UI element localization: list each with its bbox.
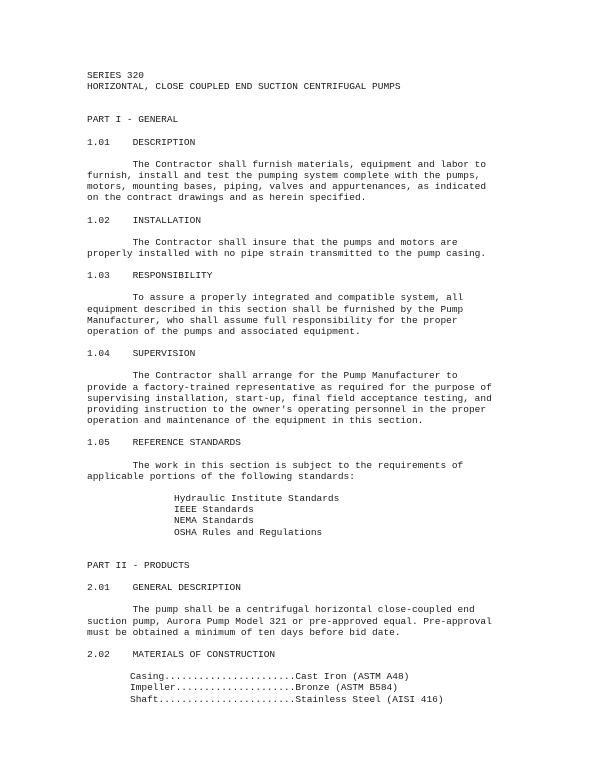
section-2-01-body (87, 604, 517, 638)
text-line: motors, mounting bases, piping, valves and appurtenances, as indicated (87, 181, 487, 193)
series-label: SERIES 320 (87, 70, 145, 81)
text-line: furnish, install and test the pumping system complete with the pumps, (87, 170, 481, 182)
section-1-03-heading: 1.03 RESPONSIBILITY (87, 270, 213, 282)
text-line: The Contractor shall arrange for the Pump Manufacturer to (87, 370, 458, 382)
text-line: The work in this section is subject to the requirements of (87, 459, 464, 471)
standard-item: NEMA Standards (174, 515, 254, 527)
part-2-heading: PART II - PRODUCTS (87, 559, 190, 571)
text-line: supervising installation, start-up, final field acceptance testing, and (87, 392, 492, 404)
section-1-05-heading: 1.05 REFERENCE STANDARDS (87, 437, 241, 449)
text-line: on the contract drawings and as herein specified. (87, 192, 367, 204)
text-line: equipment described in this section shall be furnished by the Pump (87, 303, 464, 315)
material-item: Casing.......................Cast Iron (ASTM A48) (130, 671, 410, 683)
text-line: The pump shall be a centrifugal horizontal close-coupled end (87, 604, 475, 616)
part-1-heading: PART I - GENERAL (87, 114, 179, 126)
text-line: operation of the pumps and associated equipment. (87, 326, 361, 338)
text-line: suction pump, Aurora Pump Model 321 or pre-approved equal. Pre-approval (87, 615, 492, 627)
text-line: properly installed with no pipe strain transmitted to the pump casing. (87, 248, 487, 260)
text-line: provide a factory-trained representative as required for the purpose of (87, 381, 492, 393)
section-1-01-body (87, 159, 517, 204)
section-1-05-body (87, 460, 517, 482)
standard-item: OSHA Rules and Regulations (174, 526, 323, 538)
text-line: The Contractor shall furnish materials, equipment and labor to (87, 158, 487, 170)
text-line: To assure a properly integrated and compatible system, all (87, 292, 464, 304)
text-line: Manufacturer, who shall assume full responsibility for the proper (87, 314, 458, 326)
standards-list (87, 493, 517, 538)
section-1-04-heading: 1.04 SUPERVISION (87, 348, 196, 360)
text-line: must be obtained a minimum of ten days before bid date. (87, 626, 401, 638)
text-line: The Contractor shall insure that the pumps and motors are (87, 236, 458, 248)
material-item: Impeller.....................Bronze (ASTM B584) (130, 682, 398, 694)
section-1-02-body (87, 237, 517, 259)
section-1-04-body (87, 370, 517, 426)
section-1-01-heading: 1.01 DESCRIPTION (87, 136, 196, 148)
materials-list (87, 671, 517, 705)
text-line: providing instruction to the owner's operating personnel in the proper (87, 404, 487, 416)
section-2-01-heading: 2.01 GENERAL DESCRIPTION (87, 582, 241, 594)
standard-item: Hydraulic Institute Standards (174, 493, 340, 505)
text-line: operation and maintenance of the equipment in this section. (87, 415, 424, 427)
section-1-02-heading: 1.02 INSTALLATION (87, 214, 202, 226)
section-2-02-heading: 2.02 MATERIALS OF CONSTRUCTION (87, 648, 276, 660)
section-1-03-body (87, 292, 517, 337)
text-line: applicable portions of the following standards: (87, 470, 355, 482)
document-page (87, 70, 517, 705)
document-title: HORIZONTAL, CLOSE COUPLED END SUCTION CENTRIFUGAL PUMPS (87, 81, 401, 93)
standard-item: IEEE Standards (174, 504, 254, 516)
material-item: Shaft........................Stainless Steel (AISI 416) (130, 693, 444, 705)
